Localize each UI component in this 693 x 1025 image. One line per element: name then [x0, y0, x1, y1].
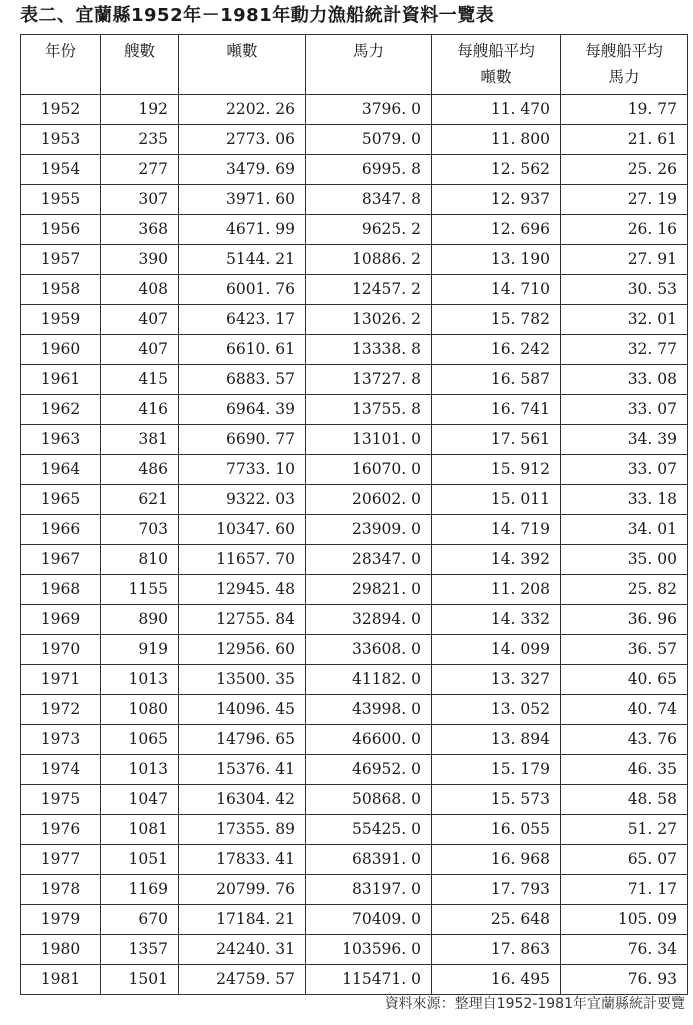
boat-count-cell: 368 — [101, 215, 179, 245]
header-year — [21, 35, 101, 95]
avg-horsepower-cell: 33. 08 — [561, 365, 688, 395]
avg-tonnage-cell: 14. 719 — [432, 515, 561, 545]
avg-horsepower-cell: 40. 74 — [561, 695, 688, 725]
year-cell: 1973 — [21, 725, 101, 755]
boat-count-cell: 408 — [101, 275, 179, 305]
avg-horsepower-cell: 71. 17 — [561, 875, 688, 905]
table-row — [21, 725, 688, 755]
tonnage-cell: 4671. 99 — [179, 215, 306, 245]
horsepower-cell: 46952. 0 — [306, 755, 432, 785]
year-cell: 1963 — [21, 425, 101, 455]
table-row — [21, 365, 688, 395]
year-cell: 1962 — [21, 395, 101, 425]
boat-count-cell: 1013 — [101, 755, 179, 785]
boat-count-cell: 1169 — [101, 875, 179, 905]
boat-count-cell: 486 — [101, 455, 179, 485]
table-row — [21, 335, 688, 365]
avg-tonnage-cell: 15. 782 — [432, 305, 561, 335]
year-cell: 1971 — [21, 665, 101, 695]
header-boat-count — [101, 35, 179, 95]
header-row — [21, 35, 688, 95]
table-body — [21, 95, 688, 995]
tonnage-cell: 20799. 76 — [179, 875, 306, 905]
horsepower-cell: 29821. 0 — [306, 575, 432, 605]
avg-horsepower-cell: 26. 16 — [561, 215, 688, 245]
horsepower-cell: 3796. 0 — [306, 95, 432, 125]
avg-horsepower-cell: 34. 01 — [561, 515, 688, 545]
tonnage-cell: 24759. 57 — [179, 965, 306, 995]
year-cell: 1966 — [21, 515, 101, 545]
boat-count-cell: 1065 — [101, 725, 179, 755]
avg-horsepower-cell: 65. 07 — [561, 845, 688, 875]
horsepower-cell: 33608. 0 — [306, 635, 432, 665]
boat-count-cell: 235 — [101, 125, 179, 155]
table-header — [21, 35, 688, 95]
source-note: 資料來源：整理自1952-1981年宜蘭縣統計要覽 — [384, 996, 685, 1012]
year-cell: 1954 — [21, 155, 101, 185]
avg-horsepower-cell: 25. 26 — [561, 155, 688, 185]
tonnage-cell: 13500. 35 — [179, 665, 306, 695]
tonnage-cell: 24240. 31 — [179, 935, 306, 965]
table-row — [21, 845, 688, 875]
horsepower-cell: 13727. 8 — [306, 365, 432, 395]
horsepower-cell: 68391. 0 — [306, 845, 432, 875]
avg-horsepower-cell: 32. 01 — [561, 305, 688, 335]
horsepower-cell: 28347. 0 — [306, 545, 432, 575]
tonnage-cell: 17184. 21 — [179, 905, 306, 935]
tonnage-cell: 6423. 17 — [179, 305, 306, 335]
boat-count-cell: 416 — [101, 395, 179, 425]
boat-count-cell: 670 — [101, 905, 179, 935]
header-avg-tonnage-line1: 每艘船平均 — [457, 42, 535, 60]
avg-tonnage-cell: 11. 208 — [432, 575, 561, 605]
tonnage-cell: 6610. 61 — [179, 335, 306, 365]
tonnage-cell: 14096. 45 — [179, 695, 306, 725]
horsepower-cell: 8347. 8 — [306, 185, 432, 215]
avg-tonnage-cell: 15. 573 — [432, 785, 561, 815]
table-row — [21, 275, 688, 305]
avg-tonnage-cell: 12. 937 — [432, 185, 561, 215]
boat-count-cell: 1013 — [101, 665, 179, 695]
avg-tonnage-cell: 11. 800 — [432, 125, 561, 155]
horsepower-cell: 55425. 0 — [306, 815, 432, 845]
avg-tonnage-cell: 12. 696 — [432, 215, 561, 245]
avg-horsepower-cell: 36. 96 — [561, 605, 688, 635]
table-row — [21, 185, 688, 215]
table-row — [21, 785, 688, 815]
avg-tonnage-cell: 25. 648 — [432, 905, 561, 935]
header-tonnage — [179, 35, 306, 95]
horsepower-cell: 43998. 0 — [306, 695, 432, 725]
year-cell: 1955 — [21, 185, 101, 215]
avg-tonnage-cell: 14. 332 — [432, 605, 561, 635]
boat-count-cell: 407 — [101, 305, 179, 335]
avg-horsepower-cell: 21. 61 — [561, 125, 688, 155]
table-row — [21, 935, 688, 965]
tonnage-cell: 6883. 57 — [179, 365, 306, 395]
avg-horsepower-cell: 25. 82 — [561, 575, 688, 605]
boat-count-cell: 1080 — [101, 695, 179, 725]
tonnage-cell: 2202. 26 — [179, 95, 306, 125]
horsepower-cell: 115471. 0 — [306, 965, 432, 995]
avg-horsepower-cell: 33. 18 — [561, 485, 688, 515]
tonnage-cell: 12945. 48 — [179, 575, 306, 605]
year-cell: 1953 — [21, 125, 101, 155]
table-row — [21, 665, 688, 695]
boat-count-cell: 703 — [101, 515, 179, 545]
table-row — [21, 125, 688, 155]
table-row — [21, 575, 688, 605]
tonnage-cell: 6001. 76 — [179, 275, 306, 305]
avg-tonnage-cell: 14. 392 — [432, 545, 561, 575]
avg-tonnage-cell: 16. 587 — [432, 365, 561, 395]
year-cell: 1961 — [21, 365, 101, 395]
header-avg-tonnage — [432, 35, 561, 95]
tonnage-cell: 5144. 21 — [179, 245, 306, 275]
avg-horsepower-cell: 30. 53 — [561, 275, 688, 305]
table-row — [21, 695, 688, 725]
horsepower-cell: 13338. 8 — [306, 335, 432, 365]
year-cell: 1972 — [21, 695, 101, 725]
tonnage-cell: 6690. 77 — [179, 425, 306, 455]
table-row — [21, 905, 688, 935]
header-year-label: 年份 — [44, 42, 76, 60]
boat-count-cell: 1357 — [101, 935, 179, 965]
table-row — [21, 815, 688, 845]
tonnage-cell: 9322. 03 — [179, 485, 306, 515]
header-boat-count-label: 艘數 — [123, 42, 155, 60]
header-tonnage-label: 噸數 — [226, 42, 258, 60]
avg-horsepower-cell: 34. 39 — [561, 425, 688, 455]
avg-tonnage-cell: 16. 495 — [432, 965, 561, 995]
avg-horsepower-cell: 35. 00 — [561, 545, 688, 575]
year-cell: 1957 — [21, 245, 101, 275]
horsepower-cell: 6995. 8 — [306, 155, 432, 185]
horsepower-cell: 23909. 0 — [306, 515, 432, 545]
tonnage-cell: 12755. 84 — [179, 605, 306, 635]
header-horsepower — [306, 35, 432, 95]
horsepower-cell: 50868. 0 — [306, 785, 432, 815]
table-row — [21, 395, 688, 425]
boat-count-cell: 890 — [101, 605, 179, 635]
tonnage-cell: 3971. 60 — [179, 185, 306, 215]
tonnage-cell: 6964. 39 — [179, 395, 306, 425]
avg-horsepower-cell: 48. 58 — [561, 785, 688, 815]
avg-tonnage-cell: 17. 793 — [432, 875, 561, 905]
avg-horsepower-cell: 43. 76 — [561, 725, 688, 755]
boat-count-cell: 810 — [101, 545, 179, 575]
table-row — [21, 965, 688, 995]
table-row — [21, 875, 688, 905]
avg-tonnage-cell: 16. 741 — [432, 395, 561, 425]
tonnage-cell: 14796. 65 — [179, 725, 306, 755]
table-title: 表二、宜蘭縣1952年－1981年動力漁船統計資料一覽表 — [20, 5, 495, 26]
horsepower-cell: 13755. 8 — [306, 395, 432, 425]
tonnage-cell: 7733. 10 — [179, 455, 306, 485]
boat-count-cell: 407 — [101, 335, 179, 365]
horsepower-cell: 16070. 0 — [306, 455, 432, 485]
boat-count-cell: 307 — [101, 185, 179, 215]
avg-tonnage-cell: 13. 190 — [432, 245, 561, 275]
avg-tonnage-cell: 11. 470 — [432, 95, 561, 125]
tonnage-cell: 10347. 60 — [179, 515, 306, 545]
boat-count-cell: 621 — [101, 485, 179, 515]
year-cell: 1978 — [21, 875, 101, 905]
boat-count-cell: 1081 — [101, 815, 179, 845]
horsepower-cell: 13026. 2 — [306, 305, 432, 335]
year-cell: 1970 — [21, 635, 101, 665]
year-cell: 1965 — [21, 485, 101, 515]
year-cell: 1952 — [21, 95, 101, 125]
year-cell: 1969 — [21, 605, 101, 635]
avg-horsepower-cell: 32. 77 — [561, 335, 688, 365]
avg-horsepower-cell: 27. 19 — [561, 185, 688, 215]
table-row — [21, 635, 688, 665]
avg-horsepower-cell: 105. 09 — [561, 905, 688, 935]
avg-tonnage-cell: 16. 968 — [432, 845, 561, 875]
boat-count-cell: 919 — [101, 635, 179, 665]
avg-tonnage-cell: 16. 055 — [432, 815, 561, 845]
tonnage-cell: 2773. 06 — [179, 125, 306, 155]
year-cell: 1977 — [21, 845, 101, 875]
horsepower-cell: 103596. 0 — [306, 935, 432, 965]
tonnage-cell: 17833. 41 — [179, 845, 306, 875]
avg-horsepower-cell: 36. 57 — [561, 635, 688, 665]
table-row — [21, 455, 688, 485]
horsepower-cell: 13101. 0 — [306, 425, 432, 455]
boat-count-cell: 1501 — [101, 965, 179, 995]
year-cell: 1979 — [21, 905, 101, 935]
year-cell: 1958 — [21, 275, 101, 305]
table-row — [21, 545, 688, 575]
header-avg-horsepower-line2: 馬力 — [608, 68, 640, 86]
horsepower-cell: 10886. 2 — [306, 245, 432, 275]
horsepower-cell: 9625. 2 — [306, 215, 432, 245]
boat-count-cell: 1047 — [101, 785, 179, 815]
year-cell: 1974 — [21, 755, 101, 785]
horsepower-cell: 83197. 0 — [306, 875, 432, 905]
avg-tonnage-cell: 17. 863 — [432, 935, 561, 965]
boat-count-cell: 192 — [101, 95, 179, 125]
year-cell: 1980 — [21, 935, 101, 965]
avg-tonnage-cell: 15. 011 — [432, 485, 561, 515]
avg-horsepower-cell: 33. 07 — [561, 395, 688, 425]
tonnage-cell: 17355. 89 — [179, 815, 306, 845]
boat-count-cell: 381 — [101, 425, 179, 455]
avg-horsepower-cell: 27. 91 — [561, 245, 688, 275]
year-cell: 1959 — [21, 305, 101, 335]
horsepower-cell: 5079. 0 — [306, 125, 432, 155]
horsepower-cell: 70409. 0 — [306, 905, 432, 935]
table-row — [21, 155, 688, 185]
boat-count-cell: 1155 — [101, 575, 179, 605]
year-cell: 1976 — [21, 815, 101, 845]
table-row — [21, 755, 688, 785]
horsepower-cell: 41182. 0 — [306, 665, 432, 695]
tonnage-cell: 16304. 42 — [179, 785, 306, 815]
year-cell: 1981 — [21, 965, 101, 995]
avg-tonnage-cell: 15. 912 — [432, 455, 561, 485]
avg-horsepower-cell: 51. 27 — [561, 815, 688, 845]
header-avg-horsepower-line1: 每艘船平均 — [585, 42, 663, 60]
year-cell: 1956 — [21, 215, 101, 245]
avg-tonnage-cell: 13. 894 — [432, 725, 561, 755]
avg-horsepower-cell: 40. 65 — [561, 665, 688, 695]
boat-count-cell: 1051 — [101, 845, 179, 875]
table-row — [21, 215, 688, 245]
avg-tonnage-cell: 12. 562 — [432, 155, 561, 185]
tonnage-cell: 15376. 41 — [179, 755, 306, 785]
year-cell: 1967 — [21, 545, 101, 575]
avg-horsepower-cell: 76. 93 — [561, 965, 688, 995]
fishing-boat-statistics-table — [20, 34, 688, 995]
header-avg-horsepower — [561, 35, 688, 95]
table-row — [21, 245, 688, 275]
table-row — [21, 95, 688, 125]
horsepower-cell: 46600. 0 — [306, 725, 432, 755]
avg-tonnage-cell: 16. 242 — [432, 335, 561, 365]
avg-horsepower-cell: 19. 77 — [561, 95, 688, 125]
avg-horsepower-cell: 46. 35 — [561, 755, 688, 785]
year-cell: 1975 — [21, 785, 101, 815]
tonnage-cell: 12956. 60 — [179, 635, 306, 665]
tonnage-cell: 3479. 69 — [179, 155, 306, 185]
horsepower-cell: 32894. 0 — [306, 605, 432, 635]
header-avg-tonnage-line2: 噸數 — [480, 68, 512, 86]
horsepower-cell: 20602. 0 — [306, 485, 432, 515]
boat-count-cell: 277 — [101, 155, 179, 185]
boat-count-cell: 415 — [101, 365, 179, 395]
table-row — [21, 305, 688, 335]
avg-tonnage-cell: 17. 561 — [432, 425, 561, 455]
header-horsepower-label: 馬力 — [352, 42, 384, 60]
avg-tonnage-cell: 14. 099 — [432, 635, 561, 665]
avg-tonnage-cell: 13. 052 — [432, 695, 561, 725]
table-row — [21, 485, 688, 515]
avg-tonnage-cell: 15. 179 — [432, 755, 561, 785]
horsepower-cell: 12457. 2 — [306, 275, 432, 305]
year-cell: 1960 — [21, 335, 101, 365]
avg-tonnage-cell: 13. 327 — [432, 665, 561, 695]
table-row — [21, 425, 688, 455]
tonnage-cell: 11657. 70 — [179, 545, 306, 575]
table-row — [21, 605, 688, 635]
boat-count-cell: 390 — [101, 245, 179, 275]
table-row — [21, 515, 688, 545]
avg-tonnage-cell: 14. 710 — [432, 275, 561, 305]
year-cell: 1964 — [21, 455, 101, 485]
avg-horsepower-cell: 33. 07 — [561, 455, 688, 485]
avg-horsepower-cell: 76. 34 — [561, 935, 688, 965]
year-cell: 1968 — [21, 575, 101, 605]
